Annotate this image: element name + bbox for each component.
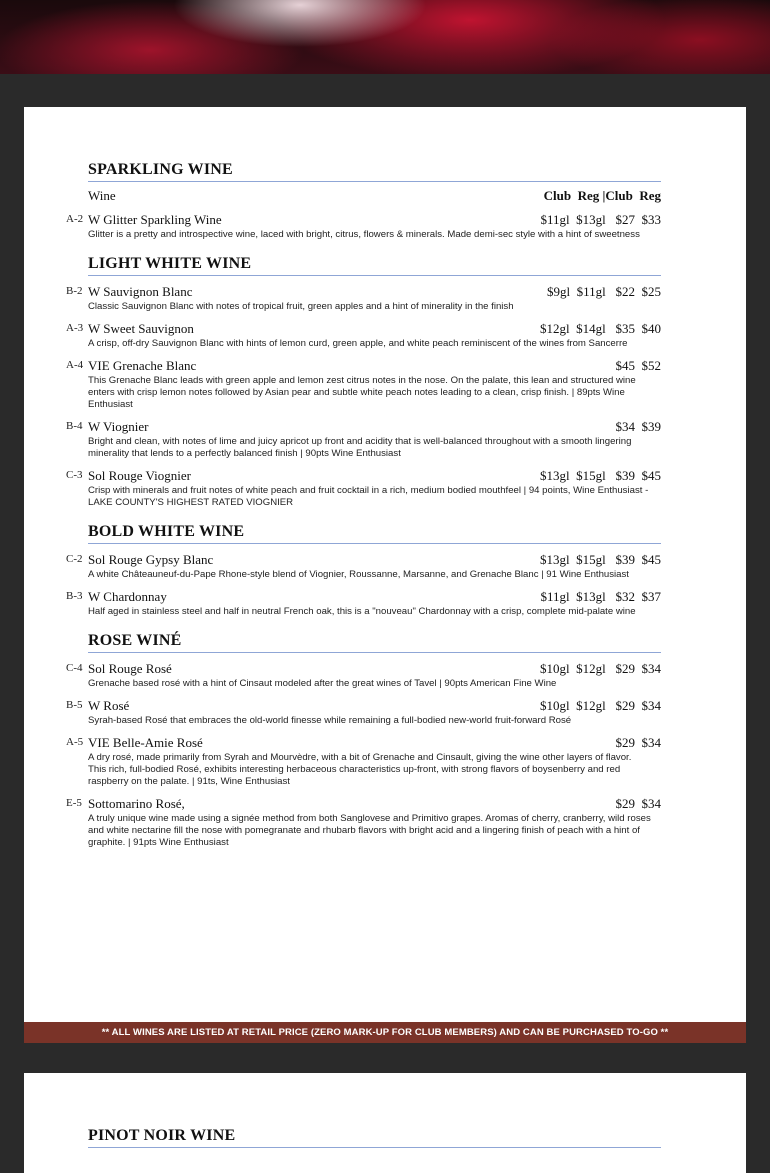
wine-item xyxy=(66,212,661,241)
section-title-light-white: LIGHT WHITE WINE xyxy=(88,255,661,276)
wine-row xyxy=(88,552,661,568)
wine-row xyxy=(88,358,661,374)
menu-page-2 xyxy=(24,1073,746,1173)
wine-code: B-2 xyxy=(66,285,83,297)
retail-price-notice: ** ALL WINES ARE LISTED AT RETAIL PRICE (ZERO MARK-UP FOR CLUB MEMBERS) AND CAN BE PURCHASED TO-GO ** xyxy=(24,1022,746,1043)
hero-banner-image xyxy=(0,0,770,74)
wine-code: B-3 xyxy=(66,590,83,602)
wine-prices: $12gl $14gl $35 $40 xyxy=(540,321,661,336)
wine-name: VIE Belle-Amie Rosé xyxy=(88,735,203,750)
wine-description: A dry rosé, made primarily from Syrah and Mourvèdre, with a bit of Grenache and Cinsault, giving the wine other layers of flavor. This rich, full-bodied Rosé, exhibits interesting herbaceous characteristics up-front, with strong flavors of boysenberry and red raspberry on the palate. | 91ts, Wine Enthusiast xyxy=(88,752,632,787)
wine-prices: $29 $34 xyxy=(615,735,661,750)
wine-code: C-4 xyxy=(66,662,83,674)
wine-item xyxy=(66,796,661,849)
wine-code: C-2 xyxy=(66,553,83,565)
wine-row xyxy=(88,284,661,300)
wine-row xyxy=(88,589,661,605)
wine-item xyxy=(66,321,661,350)
wine-code: A-4 xyxy=(66,359,84,371)
wine-row xyxy=(88,212,661,228)
column-header xyxy=(88,188,661,204)
wine-item xyxy=(66,698,661,727)
wine-item xyxy=(66,552,661,581)
wine-name: Sol Rouge Gypsy Blanc xyxy=(88,552,214,567)
wine-description: Half aged in stainless steel and half in neutral French oak, this is a "nouveau" Chardonnay with a crisp, complete mid-palate wine xyxy=(88,606,636,617)
wine-item xyxy=(66,468,661,509)
column-price-labels: Club Reg |Club Reg xyxy=(543,188,661,203)
sparkling-list xyxy=(66,212,661,241)
wine-description: Classic Sauvignon Blanc with notes of tropical fruit, green apples and a hint of minerality in the finish xyxy=(88,301,514,312)
wine-description: This Grenache Blanc leads with green apple and lemon zest citrus notes in the nose. On the palate, this lean and structured wine enters with crisp lemon notes followed by Asian pear and subtle white peach notes leading to a clean, crisp finish. | 89pts Wine Enthusiast xyxy=(88,375,636,410)
wine-name: Sol Rouge Rosé xyxy=(88,661,172,676)
wine-prices: $34 $39 xyxy=(615,419,661,434)
wine-prices: $11gl $13gl $27 $33 xyxy=(540,212,661,227)
wine-prices: $11gl $13gl $32 $37 xyxy=(540,589,661,604)
wine-description: A crisp, off-dry Sauvignon Blanc with hints of lemon curd, green apple, and white peach reminiscent of the wines from Sancerre xyxy=(88,338,628,349)
wine-name: W Viognier xyxy=(88,419,149,434)
wine-name: W Rosé xyxy=(88,698,130,713)
wine-prices: $10gl $12gl $29 $34 xyxy=(540,698,661,713)
wine-name: W Sauvignon Blanc xyxy=(88,284,193,299)
wine-code: A-3 xyxy=(66,322,84,334)
wine-prices: $29 $34 xyxy=(615,796,661,811)
wine-description: Glitter is a pretty and introspective wine, laced with bright, citrus, flowers & minerals. Made demi-sec style with a hint of sweetness xyxy=(88,229,640,240)
wine-prices: $9gl $11gl $22 $25 xyxy=(547,284,661,299)
wine-description: Crisp with minerals and fruit notes of white peach and fruit cocktail in a rich, medium bodied mouthfeel | 94 points, Wine Enthusiast - LAKE COUNTY'S HIGHEST RATED VIOGNIER xyxy=(88,485,649,508)
wine-row xyxy=(88,419,661,435)
section-title-bold-white: BOLD WHITE WINE xyxy=(88,523,661,544)
wine-code: B-4 xyxy=(66,420,83,432)
wine-item xyxy=(66,661,661,690)
wine-row xyxy=(88,321,661,337)
wine-description: Grenache based rosé with a hint of Cinsaut modeled after the great wines of Tavel | 90pts American Fine Wine xyxy=(88,678,557,689)
wine-code: C-3 xyxy=(66,469,83,481)
wine-item xyxy=(66,284,661,313)
wine-item xyxy=(66,589,661,618)
wine-item xyxy=(66,735,661,788)
wine-name: VIE Grenache Blanc xyxy=(88,358,197,373)
wine-prices: $45 $52 xyxy=(615,358,661,373)
wine-row xyxy=(88,796,661,812)
wine-description: Syrah-based Rosé that embraces the old-world finesse while remaining a full-bodied new-world fruit-forward Rosé xyxy=(88,715,572,726)
wine-name: W Glitter Sparkling Wine xyxy=(88,212,222,227)
section-title-rose: ROSE WINÉ xyxy=(88,632,661,653)
wine-prices: $10gl $12gl $29 $34 xyxy=(540,661,661,676)
wine-code: A-5 xyxy=(66,736,84,748)
wine-prices: $13gl $15gl $39 $45 xyxy=(540,468,661,483)
wine-name: W Chardonnay xyxy=(88,589,167,604)
wine-code: A-2 xyxy=(66,213,84,225)
wine-item xyxy=(66,358,661,411)
wine-code: B-5 xyxy=(66,699,83,711)
wine-row xyxy=(88,735,661,751)
wine-row xyxy=(88,698,661,714)
wine-description: Bright and clean, with notes of lime and juicy apricot up front and acidity that is well-balanced throughout with a smooth lingering minerality that lends to a perfectly balanced finish | 90pts Wine Enthusiast xyxy=(88,436,632,459)
wine-prices: $13gl $15gl $39 $45 xyxy=(540,552,661,567)
rose-list xyxy=(66,661,661,849)
wine-name: Sottomarino Rosé, xyxy=(88,796,185,811)
column-wine-label: Wine xyxy=(88,188,116,203)
menu-content-2 xyxy=(88,1127,661,1148)
wine-row xyxy=(88,661,661,677)
wine-code: E-5 xyxy=(66,797,82,809)
wine-name: W Sweet Sauvignon xyxy=(88,321,194,336)
wine-description: A white Châteauneuf-du-Pape Rhone-style blend of Viognier, Roussanne, Marsanne, and Grenache Blanc | 91 Wine Enthusiast xyxy=(88,569,629,580)
wine-name: Sol Rouge Viognier xyxy=(88,468,191,483)
bold-white-list xyxy=(66,552,661,618)
wine-description: A truly unique wine made using a signée method from both Sanglovese and Primitivo grapes. Aromas of cherry, cranberry, wild roses and white nectarine fill the nose with pomegranate and rhubarb flavors with bright acid and a lingering finish of peach with a hint of graphite. | 91pts Wine Enthusiast xyxy=(88,813,651,848)
menu-page xyxy=(24,107,746,1043)
section-title-pinot-noir: PINOT NOIR WINE xyxy=(88,1127,661,1148)
light-white-list xyxy=(66,284,661,509)
wine-item xyxy=(66,419,661,460)
wine-row xyxy=(88,468,661,484)
section-title-sparkling: SPARKLING WINE xyxy=(88,161,661,182)
menu-content xyxy=(66,161,661,849)
